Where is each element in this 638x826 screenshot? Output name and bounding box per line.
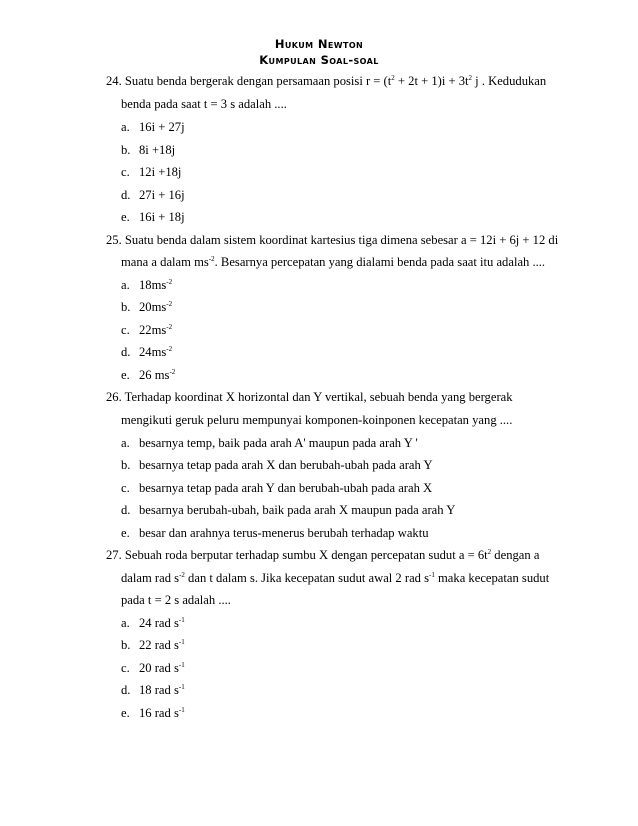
question-27-option-d: d. 18 rad $s^{-1}$	[121, 683, 185, 697]
question-25-option-b: b. $20ms^{-2}$	[121, 300, 173, 314]
question-25-option-a: a. $18ms^{-2}$	[121, 278, 173, 292]
question-27-option-e: e. 16 rad $s^{-1}$	[121, 706, 185, 720]
question-26-stem-line-1: 26. Terhadap koordinat X horizontal dan Y vertikal, sebuah benda yang bergerak	[106, 390, 513, 404]
question-25-stem-line-1: 25. Suatu benda dalam sistem koordinat kartesius tiga dimena sebesar a = 12i + 6j + 12 di	[106, 233, 559, 247]
question-27-option-c: c. 20 rad $s^{-1}$	[121, 661, 185, 675]
document-subtitle: Kumpulan Soal-soal	[259, 53, 379, 67]
question-24-option-b: b. 8i +18j	[121, 143, 176, 157]
question-25-option-e: e. 26 $ms^{-2}$	[121, 368, 176, 382]
question-27-stem-line-2: dalam rad $s^{-2}$ dan t dalam s. Jika kecepatan sudut awal 2 rad $s^{-1}$ maka kecepatan sudut	[121, 571, 550, 585]
question-26-option-b: b. besarnya tetap pada arah X dan berubah-ubah pada arah Y	[121, 458, 433, 472]
question-24-option-a: a. 16i + 27j	[121, 120, 185, 134]
question-26-option-e: e. besar dan arahnya terus-menerus berubah terhadap waktu	[121, 526, 429, 540]
question-26-stem-line-2: mengikuti geruk peluru mempunyai komponen-koinponen kecepatan yang ....	[121, 413, 513, 427]
question-27-stem-line-3: pada t = 2 s adalah ....	[121, 593, 231, 607]
question-27-option-a: a. 24 rad $s^{-1}$	[121, 616, 185, 630]
question-24-option-c: c. 12i +18j	[121, 165, 182, 179]
question-24-stem-line-1: 24. Suatu benda bergerak dengan persamaan posisi $r = (t^2 + 2t + 1)i + 3t^2$ j . Kedudukan	[106, 74, 547, 88]
question-25-option-d: d. $24ms^{-2}$	[121, 345, 173, 359]
question-26-option-a: a. besarnya temp, baik pada arah A' maupun pada arah Y '	[121, 436, 418, 450]
question-24-stem-line-2: benda pada saat t = 3 s adalah ....	[121, 97, 287, 111]
question-27-option-b: b. 22 rad $s^{-1}$	[121, 638, 185, 652]
question-25-option-c: c. $22ms^{-2}$	[121, 323, 173, 337]
question-24-option-e: e. 16i + 18j	[121, 210, 185, 224]
document-title: Hukum Newton	[274, 37, 364, 51]
question-27-stem-line-1: 27. Sebuah roda berputar terhadap sumbu X dengan percepatan sudut $a = 6t^2$ dengan a	[106, 548, 540, 562]
question-26-option-c: c. besarnya tetap pada arah Y dan berubah-ubah pada arah X	[121, 481, 433, 495]
question-24-option-d: d. 27i + 16j	[121, 188, 185, 202]
question-26-option-d: d. besarnya berubah-ubah, baik pada arah X maupun pada arah Y	[121, 503, 456, 517]
question-25-stem-line-2: mana a dalam $ms^{-2}$. Besarnya percepatan yang dialami benda pada saat itu adalah ....	[121, 255, 546, 269]
